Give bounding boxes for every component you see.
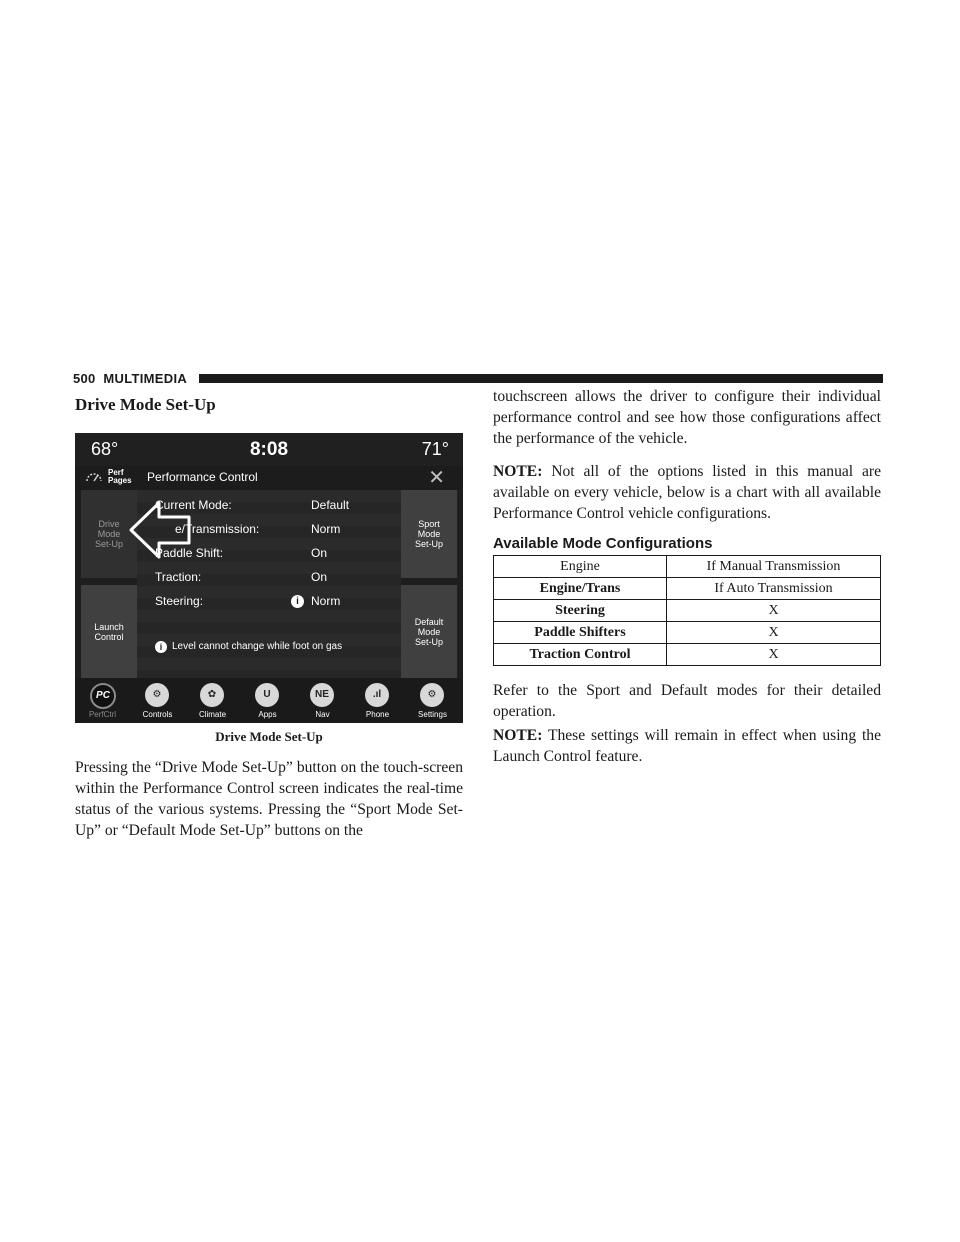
status-value: Norm: [311, 522, 341, 536]
note-paragraph: [493, 725, 881, 767]
mode-configurations-table: [493, 555, 881, 666]
default-mode-setup-button[interactable]: Default Mode Set-Up: [401, 585, 457, 678]
status-value: Default: [311, 498, 350, 512]
close-icon[interactable]: ✕: [428, 467, 445, 489]
info-icon: i: [291, 595, 304, 608]
table-row: [494, 578, 881, 600]
table-row: [494, 622, 881, 644]
tab-controls[interactable]: [130, 678, 185, 723]
section-name: MULTIMEDIA: [103, 371, 188, 386]
phone-icon: .ıl: [365, 683, 389, 707]
warning-message: [155, 640, 395, 656]
tab-climate[interactable]: [185, 678, 240, 723]
tab-label: Climate: [198, 710, 227, 719]
note-text: These settings will remain in effect when using the Launch Control feature.: [493, 727, 881, 765]
callout-arrow-icon: [125, 497, 195, 563]
status-label: Steering:: [155, 594, 204, 608]
status-value: Norm: [311, 594, 341, 608]
status-value: On: [311, 546, 328, 560]
status-row: [155, 570, 395, 588]
body-paragraph: Pressing the “Drive Mode Set-Up” button on the touch-screen within the Performance Control screen indicates the real-time status of the various systems. Pressing the “Sport Mode Set-Up” or “Default Mode Set-Up” buttons on the: [75, 759, 463, 839]
table-cell: Engine/Trans: [494, 578, 667, 600]
status-label: Traction:: [155, 570, 202, 584]
table-cell: X: [667, 622, 881, 644]
temp-right: 71°: [421, 439, 449, 459]
temp-left: 68°: [91, 439, 119, 459]
tab-nav[interactable]: [295, 678, 350, 723]
table-cell: X: [667, 600, 881, 622]
tab-label: Controls: [142, 710, 173, 719]
page-number-section: [73, 370, 187, 388]
table-cell: Traction Control: [494, 644, 667, 666]
table-row: [494, 644, 881, 666]
tab-label: PerfCtrl: [88, 710, 117, 719]
table-cell: Steering: [494, 600, 667, 622]
table-cell: Paddle Shifters: [494, 622, 667, 644]
note-label: NOTE:: [493, 463, 543, 480]
head-unit-screenshot: [75, 433, 463, 723]
nav-icon: NE: [310, 683, 334, 707]
screen-title: Performance Control: [147, 470, 258, 484]
tab-label: Apps: [258, 710, 277, 719]
header-rule: [199, 374, 883, 383]
perf-control-icon: PC: [90, 683, 116, 709]
body-paragraph: touchscreen allows the driver to configure their individual performance control and see how those configurations affect the performance of the vehicle.: [493, 388, 881, 447]
status-label: e/Transmission:: [175, 522, 260, 536]
perf-pages-button[interactable]: Perf Pages: [108, 468, 132, 485]
status-label: Current Mode:: [155, 498, 232, 512]
controls-icon: ⚙: [145, 683, 169, 707]
section-title: Drive Mode Set-Up: [75, 395, 216, 414]
tab-label: Nav: [315, 710, 330, 719]
bottom-nav-bar: [75, 678, 463, 723]
table-title: Available Mode Configurations: [493, 535, 713, 552]
page-number: 500: [73, 371, 96, 386]
table-cell: X: [667, 644, 881, 666]
table-row: [494, 556, 881, 578]
launch-control-button[interactable]: Launch Control: [81, 585, 137, 678]
screen-title-bar: [75, 466, 463, 490]
sport-mode-setup-button[interactable]: Sport Mode Set-Up: [401, 490, 457, 578]
table-cell: Engine: [494, 556, 667, 578]
table-cell: If Manual Transmission: [667, 556, 881, 578]
status-row: [155, 594, 395, 612]
settings-icon: ⚙: [420, 683, 444, 707]
warning-text: Level cannot change while foot on gas: [172, 641, 343, 652]
table-cell: If Auto Transmission: [667, 578, 881, 600]
tab-perfctrl[interactable]: [75, 678, 130, 723]
body-paragraph: Refer to the Sport and Default modes for their detailed operation.: [493, 682, 881, 720]
status-value: On: [311, 570, 328, 584]
info-icon: i: [155, 641, 167, 653]
table-row: [494, 600, 881, 622]
status-label: Paddle Shift:: [155, 546, 224, 560]
tab-label: Settings: [418, 710, 447, 719]
status-bar: [75, 433, 463, 466]
tab-apps[interactable]: [240, 678, 295, 723]
tab-label: Phone: [365, 710, 390, 719]
gauge-icon: [85, 469, 103, 483]
note-paragraph: [493, 461, 881, 524]
note-label: NOTE:: [493, 727, 543, 744]
climate-icon: ✿: [200, 683, 224, 707]
apps-icon: U: [255, 683, 279, 707]
note-text: Not all of the options listed in this manual are available on every vehicle, below is a chart with all available Performance Control vehicle configurations.: [493, 463, 881, 522]
clock: 8:08: [249, 439, 289, 460]
tab-phone[interactable]: [350, 678, 405, 723]
tab-settings[interactable]: [405, 678, 460, 723]
figure-caption: Drive Mode Set-Up: [215, 729, 323, 744]
drive-mode-setup-button[interactable]: Drive Mode Set-Up: [81, 490, 137, 578]
